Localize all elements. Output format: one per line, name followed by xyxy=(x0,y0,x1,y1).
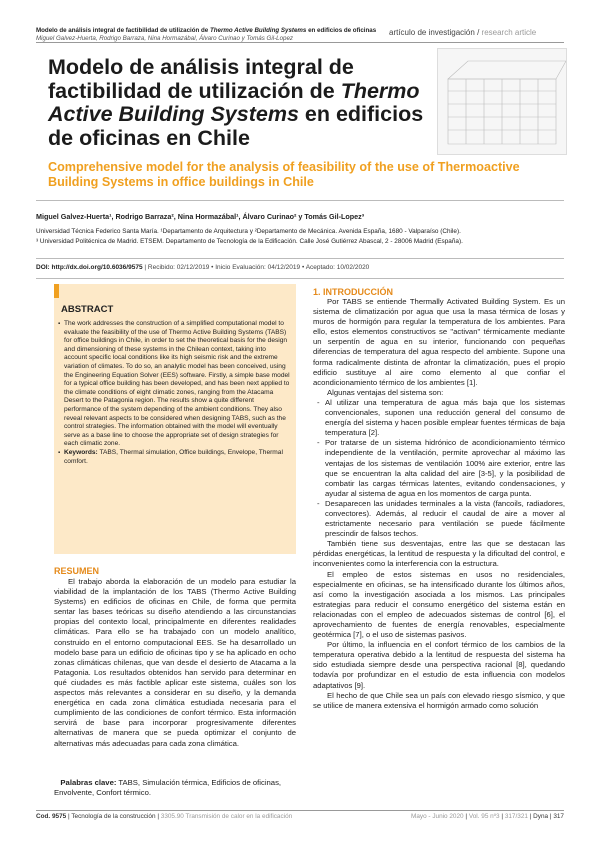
abstract-heading: ABSTRACT xyxy=(61,304,114,315)
abstract-list xyxy=(58,320,290,466)
divider xyxy=(36,200,564,201)
intro-paragraph: También tiene sus desventajas, entre las que se destacan las pérdidas energéticas, la lentitud de respuesta y la dificultad del control, e inconvenientes como la interferencia con la estructura. xyxy=(313,539,565,569)
resumen-heading: RESUMEN xyxy=(54,566,100,576)
footer-rule xyxy=(36,810,564,811)
intro-paragraph: Algunas ventajas del sistema son: xyxy=(327,387,444,397)
intro-paragraph: El hecho de que Chile sea un país con elevado riesgo sísmico, y que se utilice de manera extensiva el hormigón armado como solución xyxy=(313,690,565,710)
affiliation-1: Universidad Técnica Federico Santa María. ¹Departamento de Arquitectura y ²Departamento de Mecánica. Avenida España, 1680 - Valparaíso (Chile). xyxy=(36,228,461,235)
running-header: Modelo de análisis integral de factibilidad de utilización de Thermo Active Building Systems en edificios de oficinas Miguel Galvez-Huerta, Rodrigo Barraza, Nina Hormazábal, Álvaro Curinao y Tomás Gil-Lopez xyxy=(36,27,377,42)
list-item: - Desaparecen las unidades terminales a la vista (fancoils, radiadores, convectores). Además, al reducir el caudal de aire a mover al estrictamente necesario para ventilación se puede fácilmente prescindir de falsos techos. xyxy=(313,499,565,539)
palabras-clave: Palabras clave: TABS, Simulación térmica, Edificios de oficinas, Envolvente, Confort térmico. xyxy=(54,778,282,798)
list-item: - Por tratarse de un sistema hidrónico de acondicionamiento térmico independiente de la ventilación, permite aprovechar al máximo las ventajas de los sistemas de ventilación 100% aire exterior, entre las que se encuentran la alta calidad del aire [3-5], y la posibilidad de combatir las cargas térmicas latentes, evitando condensaciones, y ayudar al sistema de agua en los momentos de carga punta. xyxy=(313,438,565,499)
list-item: - Al utilizar una temperatura de agua más baja que los sistemas convencionales, suponen una reducción general del consumo de energía del sistema y hacen posible emplear fuentes térmicas de baja temperatura [2]. xyxy=(313,398,565,438)
affiliation-2: ³ Universidad Politécnica de Madrid. ETSEM. Departamento de Tecnología de la Edificación. Calle José Gutiérrez Abascal, 2 - 28006 Madrid (España). xyxy=(36,237,463,245)
affiliations xyxy=(36,227,564,246)
intro-heading: 1. INTRODUCCIÓN xyxy=(313,287,394,297)
intro-paragraph: Por TABS se entiende Thermally Activated Building System. Es un sistema de climatización por agua que usa la masa térmica de losas y muros de hormigón para regular la temperatura de los ambientes. Para ello, estos elementos constructivos se "activan" térmicamente mediante un serpentín de agua en su interior, funcionando con pequeñas diferencias de temperatura del agua respecto del ambiente. Supone una forma radicalmente distinta de afrontar la climatización, pues el propio edificio sustituye al aire como elemento al que confiar el acondicionamiento térmico de los ambientes [1]. xyxy=(313,297,565,387)
intro-body xyxy=(313,297,565,711)
page-number: 317 xyxy=(553,813,564,820)
intro-paragraph: El empleo de estos sistemas en usos no residenciales, especialmente en oficinas, se ha intensificado durante los últimos años, así como la investigación asociada a los mismos. Las principales estrategias para reducir el consumo energético del sistema están en relacionadas con el empleo de adecuados sistemas de control [6], el aprovechamiento de fuentes de energía renovables, especialmente geotérmica [7], o el uso de sistemas pasivos. xyxy=(313,569,565,640)
resumen-text: El trabajo aborda la elaboración de un modelo para estudiar la viabilidad de la implantación de los TABS (Thermo Active Building Systems) en edificios de oficinas en Chile, de forma que permita sentar las bases teóricas su diseño atendiendo a las circunstancias propias del contexto local, principalmente en diferentes realidades climáticas. Para ello se ha trabajado con un modelo analítico, construido en el entorno computacional EES. Se ha desarrollado un modelo base para un edificio de oficinas tipo y se ha aplicado en ocho zonas climáticas chilenas, que van desde el desierto de Atacama a la Patagonia. Los resultados obtenidos han servido para determinar en qué ciudades es más factible aplicar este sistema, cuáles son los aspectos más relevantes a considerar en su diseño, y la demanda energética en cada zona climática estudiada necesaria para el cumplimiento de las condiciones de confort térmico. Esta información servirá de base para incorporar progresivamente diferentes alternativas de manera que se pueda optimizar el conjunto de alternativas más adecuadas para cada zona climática. xyxy=(54,577,296,748)
intro-paragraph: Por último, la influencia en el confort térmico de los cambios de la temperatura operativa debido a la lentitud de respuesta del sistema ha sido estudiada siempre desde una perspectiva racional [8], quedando todavía por profundizar en el estudio de esta influencia con modelos adaptativos [9]. xyxy=(313,640,565,690)
authors: Miguel Galvez-Huerta¹, Rodrigo Barraza², Nina Hormazábal¹, Álvaro Curinao² y Tomás Gil-Lopez³ xyxy=(36,212,365,221)
english-title: Comprehensive model for the analysis of feasibility of the use of Thermoactive Building Systems in office buildings in Chile xyxy=(48,160,520,189)
divider xyxy=(36,258,564,259)
footer-left: Cod. 9575 | Tecnología de la construcción | 3305.90 Transmisión de calor en la edificación xyxy=(36,813,293,820)
running-authors: Miguel Galvez-Huerta, Rodrigo Barraza, Nina Hormazábal, Álvaro Curinao y Tomás Gil-Lopez xyxy=(36,35,294,42)
building-thumbnail xyxy=(437,48,567,155)
header-rule xyxy=(36,42,564,43)
article-title: Modelo de análisis integral de factibilidad de utilización de Thermo Active Building Systems en edificios de oficinas en Chile xyxy=(48,55,424,150)
section-tag: artículo de investigación / research article xyxy=(389,28,537,37)
doi-link[interactable]: DOI: http://dx.doi.org/10.6036/9575 xyxy=(36,264,143,271)
abstract-keywords: ▪ Keywords: TABS, Thermal simulation, Office buildings, Envelope, Thermal comfort. xyxy=(58,449,290,466)
divider xyxy=(36,278,564,279)
abstract-accent-bar xyxy=(54,284,59,298)
abstract-text: ▪ The work addresses the construction of a simplified computational model to evaluate the feasibility of the use of Thermo Active Building Systems (TABS) for office buildings in Chile, in order to set the theoretical basis for the design and dimensioning of these systems in the Chilean context, taking into account specific local conditions like its high seismic risk and the extreme variation of climates. To do so, an analytic model has been conceived, using the Engineering Equation Solver (EES) software. Firstly, a simple base model for a typical office building has been developed, and has been next applied to the climate conditions of eight climatic zones, ranging from the Atacama Desert to the Patagonia region. The results show a quite different performance of the system depending of the ambient conditions. They also reveal relevant aspects to be considered when designing TABS, such as the control strategies. The information obtained with the model will eventually serve as a base line to choose the appropriate set of design strategies for each climatic zone. xyxy=(58,320,290,449)
advantages-list xyxy=(313,398,565,539)
footer-right: Mayo - Junio 2020 | Vol. 95 nº3 | 317/321 | Dyna | 317 xyxy=(411,813,564,820)
doi-line: DOI: http://dx.doi.org/10.6036/9575 | Recibido: 02/12/2019 • Inicio Evaluación: 04/12/2019 • Aceptado: 10/02/2020 xyxy=(36,264,370,271)
